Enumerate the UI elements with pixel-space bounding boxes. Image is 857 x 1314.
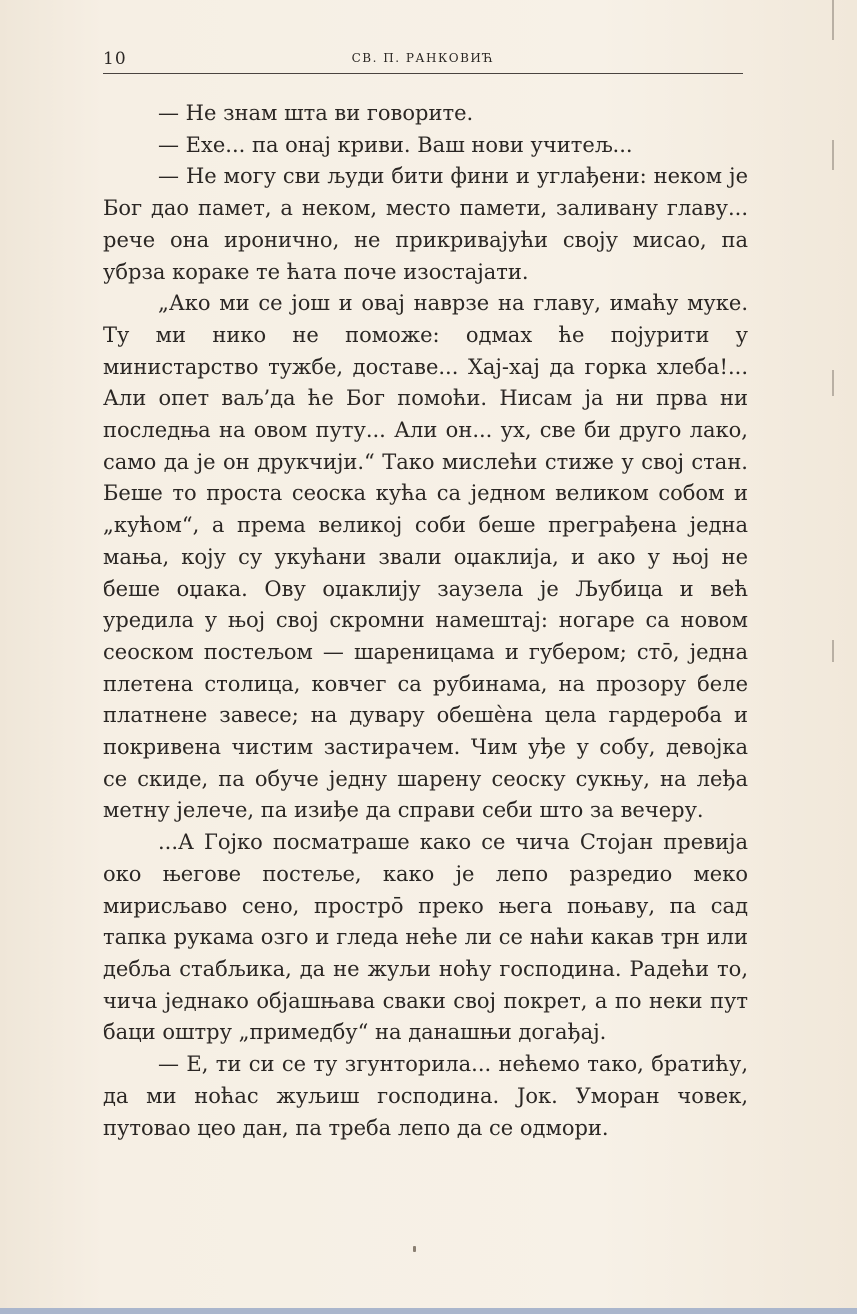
binding-edge-mark <box>832 140 834 170</box>
paragraph: — Не знам шта ви говорите. <box>158 101 474 125</box>
binding-edge-mark <box>832 370 834 396</box>
body-text <box>103 98 748 1144</box>
header-rule <box>103 73 743 74</box>
paragraph: „Ако ми се још и овај наврзе на главу, имаћу муке. Ту ми нико не поможе: одмах ће појурити у министарство тужбе, доставе... Хај-хај да горка хлеба!... Али опет ваљ’да ће Бог помоћи. Нисам ја ни прва ни последња на овом путу... Али он... ух, све би друго лако, само да је он друкчији.“ Тако мислећи стиже у свој стан. Беше то проста сеоска кућа са једном великом собом и „кућом“, а према великој соби беше преграђена једна мања, коју су укућани звали оџаклија, и ако у њој не беше оџака. Ову оџаклију заузела је Љубица и већ уредила у њој свој скромни намештај: ногаре са новом сеоском постељом — шареницама и губером; сто̄, једна плетена столица, ковчег са рубинама, на прозору беле платнене завесе; на дувару обешѐна цела гардероба и покривена чистим застирачем. Чим уђе у собу, девојка се скиде, па обуче једну шарену сеоску сукњу, на леђа метну јелече, па изиђе да справи себи што за вечеру. <box>103 291 748 823</box>
page-number: 10 <box>103 49 127 69</box>
binding-edge-mark <box>832 0 834 40</box>
scan-bottom-strip <box>0 1308 857 1314</box>
running-head: СВ. П. РАНКОВИЋ <box>351 51 495 65</box>
paragraph: — Е, ти си се ту згунторила... нећемо тако, братићу, да ми ноћас жуљиш господина. Јок. Уморан човек, путовао цео дан, па треба лепо да се одмори. <box>103 1052 748 1140</box>
paragraph: ...А Гојко посматраше како се чича Стојан превија око његове постеље, како је лепо разредио меко мирисљаво сено, простро̄ преко њега поњаву, па сад тапка рукама озго и гледа неће ли се наћи какав трн или дебља стабљика, да не жуљи ноћу господина. Радећи то, чича једнако објашњава сваки свој покрет, а по неки пут баци оштру „примедбу“ на данашњи догађај. <box>103 830 748 1045</box>
binding-edge-mark <box>832 640 834 662</box>
page-header <box>103 47 743 71</box>
paragraph: — Ехе... па онај криви. Ваш нови учитељ... <box>158 132 633 157</box>
paragraph: — Не могу сви људи бити фини и углађени: неком је Бог дао памет, а неком, место памети, заливану главу... рече она иронично, не прикривајући своју мисао, па убрза кораке те ћата поче изостајати. <box>103 164 748 284</box>
ink-speck <box>413 1246 416 1252</box>
